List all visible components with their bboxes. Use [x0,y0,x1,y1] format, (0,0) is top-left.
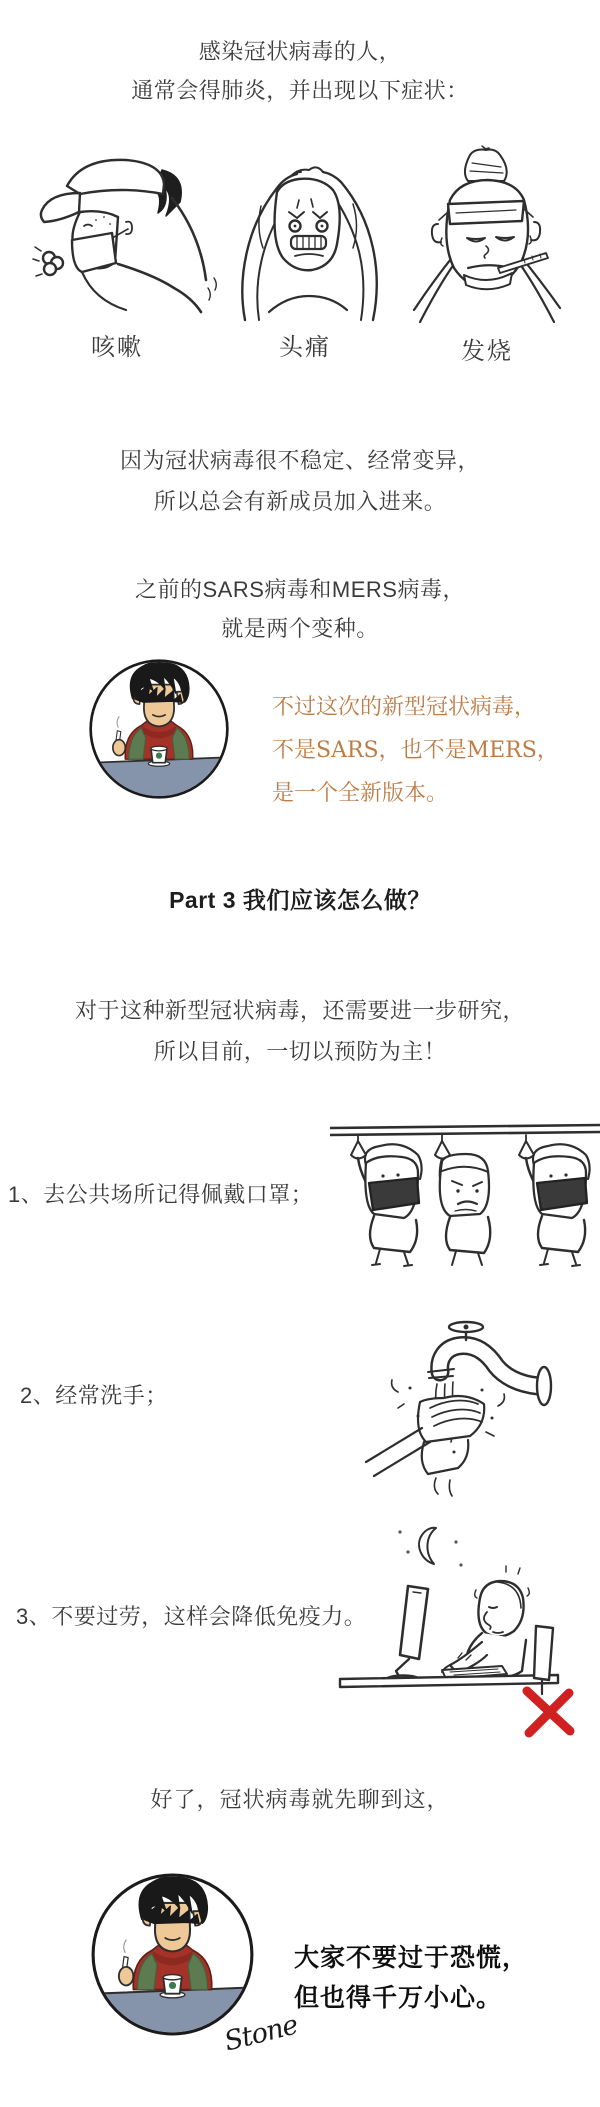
speech-line-3: 是一个全新版本。 [272,781,449,806]
author-avatar-final [90,1872,255,2037]
variants-paragraph [0,570,600,648]
tip-3-text: 3、不要过劳，这样会降低免疫力。 [16,1604,367,1629]
masked-commuters-illustration [330,1121,600,1271]
prevention-paragraph [0,990,600,1072]
tip-1-text: 1、去公共场所记得佩戴口罩； [8,1182,314,1207]
mutation-line-1: 因为冠状病毒很不稳定、经常变异， [119,448,480,473]
speech-bubble-text [272,686,559,815]
intro-paragraph [0,32,600,110]
prevention-line-2: 所以目前，一切以预防为主！ [153,1039,447,1064]
variants-line-1: 之前的SARS病毒和MERS病毒， [135,577,465,602]
part3-heading: Part 3 我们应该怎么做？ [169,887,431,913]
final-line-2: 但也得千万小心。 [294,1984,503,2012]
closing-line: 好了，冠状病毒就先聊到这， [150,1787,450,1812]
speech-line-2: 不是SARS，也不是MERS， [272,738,559,763]
intro-line-2: 通常会得肺炎，并出现以下症状： [131,78,469,103]
headache-figure-illustration [225,148,390,323]
mutation-paragraph [0,440,600,522]
final-message [294,1938,528,2018]
prevention-line-1: 对于这种新型冠状病毒，还需要进一步研究， [74,998,525,1023]
tip-2-text: 2、经常洗手； [20,1383,168,1408]
hand-washing-illustration [358,1310,568,1508]
mutation-line-2: 所以总会有新成员加入进来。 [153,489,447,514]
fever-figure-illustration [412,142,562,324]
symptom-label-headache: 头痛 [279,334,331,361]
final-line-1: 大家不要过于恐慌， [294,1944,529,1972]
late-night-computer-illustration [330,1512,580,1744]
intro-line-1: 感染冠状病毒的人， [198,39,402,64]
symptom-label-cough: 咳嗽 [91,334,143,361]
author-avatar [88,658,230,800]
cough-figure-illustration [22,148,217,323]
symptom-label-fever: 发烧 [461,338,513,365]
variants-line-2: 就是两个变种。 [221,616,379,641]
speech-line-1: 不过这次的新型冠状病毒， [272,695,537,720]
artist-signature: Stone [221,2009,301,2058]
